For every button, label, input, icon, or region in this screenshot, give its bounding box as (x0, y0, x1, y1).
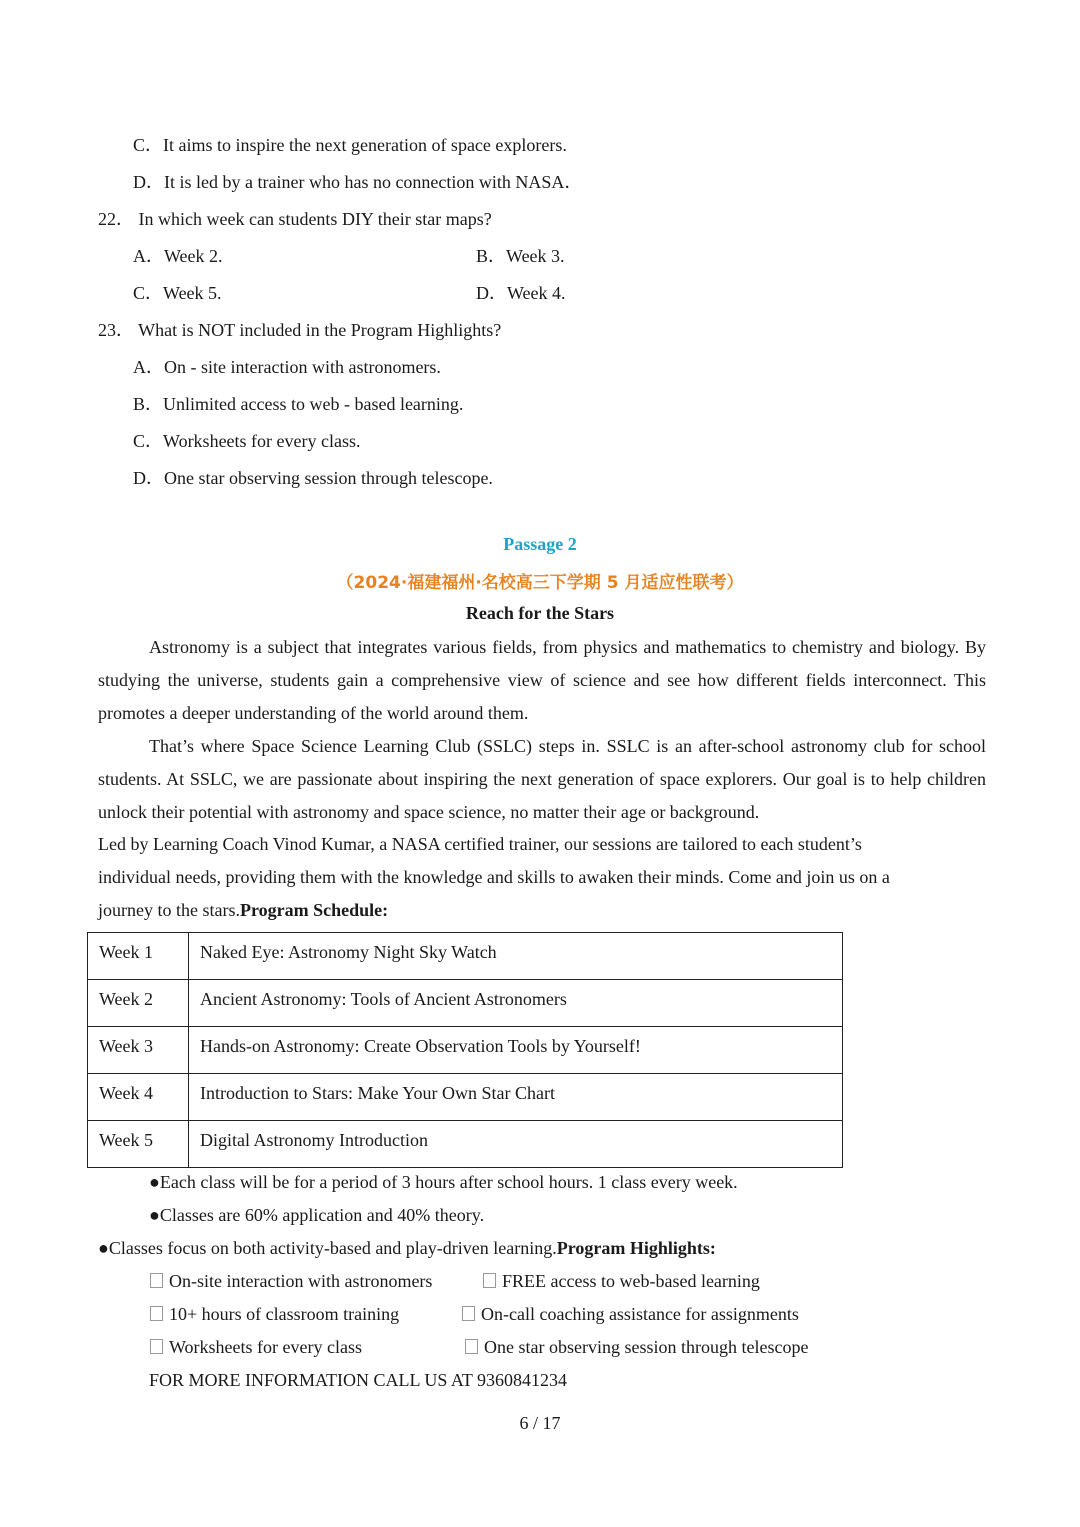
week-cell: Week 4 (88, 1074, 189, 1121)
q21-option-d (133, 168, 582, 194)
q23-option-b (133, 390, 463, 416)
passage-title: Reach for the Stars (465, 603, 615, 623)
paragraph-3-line-2: individual needs, providing them with the knowledge and skills to awaken their minds. Come and join us on a (98, 867, 890, 887)
option-letter: C． (133, 135, 164, 155)
highlight-text: 10+ hours of classroom training (169, 1304, 400, 1324)
option-text: It aims to inspire the next generation of space explorers. (163, 135, 567, 155)
topic-cell: Introduction to Stars: Make Your Own Star Chart (189, 1074, 843, 1121)
question-22-stem: 22． In which week can students DIY their star maps? (98, 209, 492, 229)
table-row (88, 980, 843, 1027)
paragraph-3-line-3 (98, 894, 388, 927)
q22-option-b (476, 242, 565, 268)
option-letter: B． (133, 394, 164, 414)
contact-line: FOR MORE INFORMATION CALL US AT 9360841234 (149, 1370, 568, 1390)
paragraph-2-text: That’s where Space Science Learning Club (SSLC) steps in. SSLC is an after-school astronomy club for school students. At SSLC, we are passionate about inspiring the next generation of space explorers. Our goal is to help children unlock their potential with astronomy and space science, no matter their age or background. (98, 736, 986, 822)
note-3-line (98, 1238, 716, 1259)
highlight-text: On-call coaching assistance for assignments (481, 1304, 799, 1324)
option-letter: B． (476, 246, 507, 266)
q23-option-d (133, 464, 493, 490)
passage-label: Passage 2 (503, 534, 577, 554)
checkbox-icon (150, 1339, 163, 1354)
question-23-stem: 23． What is NOT included in the Program Highlights? (98, 320, 502, 340)
checkbox-icon (465, 1339, 478, 1354)
option-text: Week 5. (163, 283, 222, 303)
table-row (88, 1027, 843, 1074)
q22-option-d (476, 279, 566, 305)
option-letter: A． (133, 246, 164, 266)
option-text: Unlimited access to web - based learning. (163, 394, 464, 414)
highlight-item (465, 1337, 808, 1358)
q23-option-c (133, 427, 361, 453)
option-letter: C． (133, 283, 164, 303)
week-cell: Week 3 (88, 1027, 189, 1074)
note-3: ●Classes focus on both activity-based and play-driven learning. (98, 1238, 557, 1258)
checkbox-icon (483, 1273, 496, 1288)
week-cell: Week 2 (88, 980, 189, 1027)
checkbox-icon (150, 1273, 163, 1288)
option-text: On - site interaction with astronomers. (164, 357, 441, 377)
table-row (88, 1074, 843, 1121)
option-text: One star observing session through telescope. (164, 468, 493, 488)
checkbox-icon (462, 1306, 475, 1321)
q22-option-a (133, 242, 223, 268)
checkbox-icon (150, 1306, 163, 1321)
highlight-item (150, 1271, 432, 1292)
passage-source: （2024·福建福州·名校高三下学期 5 月适应性联考） (336, 573, 744, 593)
schedule-heading: Program Schedule: (239, 900, 389, 920)
topic-cell: Digital Astronomy Introduction (189, 1121, 843, 1168)
highlight-text: One star observing session through telescope (484, 1337, 809, 1357)
topic-cell: Naked Eye: Astronomy Night Sky Watch (189, 933, 843, 980)
topic-cell: Ancient Astronomy: Tools of Ancient Astronomers (189, 980, 843, 1027)
option-text: Worksheets for every class. (163, 431, 361, 451)
q21-option-c (133, 131, 567, 157)
option-letter: D． (133, 468, 164, 488)
option-text: Week 3. (506, 246, 565, 266)
week-cell: Week 1 (88, 933, 189, 980)
option-letter: A． (133, 357, 164, 377)
highlight-item (483, 1271, 760, 1292)
topic-cell: Hands-on Astronomy: Create Observation Tools by Yourself! (189, 1027, 843, 1074)
highlight-text: Worksheets for every class (169, 1337, 362, 1357)
table-row (88, 933, 843, 980)
paragraph-3-text: journey to the stars. (98, 900, 240, 920)
note-2: ●Classes are 60% application and 40% theory. (149, 1205, 485, 1225)
q23-option-a (133, 353, 441, 379)
option-text: It is led by a trainer who has no connection with NASA． (164, 172, 583, 192)
option-text: Week 2. (164, 246, 223, 266)
q22-option-c (133, 279, 222, 305)
week-cell: Week 5 (88, 1121, 189, 1168)
page-number: 6 / 17 (519, 1413, 561, 1433)
paragraph-2 (98, 730, 986, 829)
highlights-heading: Program Highlights: (556, 1238, 716, 1258)
option-letter: D． (476, 283, 507, 303)
highlight-text: On-site interaction with astronomers (169, 1271, 433, 1291)
highlight-text: FREE access to web-based learning (502, 1271, 760, 1291)
table-row (88, 1121, 843, 1168)
paragraph-1-text: Astronomy is a subject that integrates various fields, from physics and mathematics to chemistry and biology. By studying the universe, students gain a comprehensive view of science and see how different fields interconnect. This promotes a deeper understanding of the world around them. (98, 637, 986, 723)
paragraph-1 (98, 631, 986, 730)
highlight-item (150, 1337, 362, 1358)
option-text: Week 4. (507, 283, 566, 303)
highlight-item (150, 1304, 399, 1325)
paragraph-3-line-1: Led by Learning Coach Vinod Kumar, a NASA certified trainer, our sessions are tailored to each student’s (98, 834, 862, 854)
option-letter: C． (133, 431, 164, 451)
option-letter: D． (133, 172, 164, 192)
schedule-table (87, 932, 843, 1168)
highlight-item (462, 1304, 799, 1325)
note-1: ●Each class will be for a period of 3 hours after school hours. 1 class every week. (149, 1172, 738, 1192)
